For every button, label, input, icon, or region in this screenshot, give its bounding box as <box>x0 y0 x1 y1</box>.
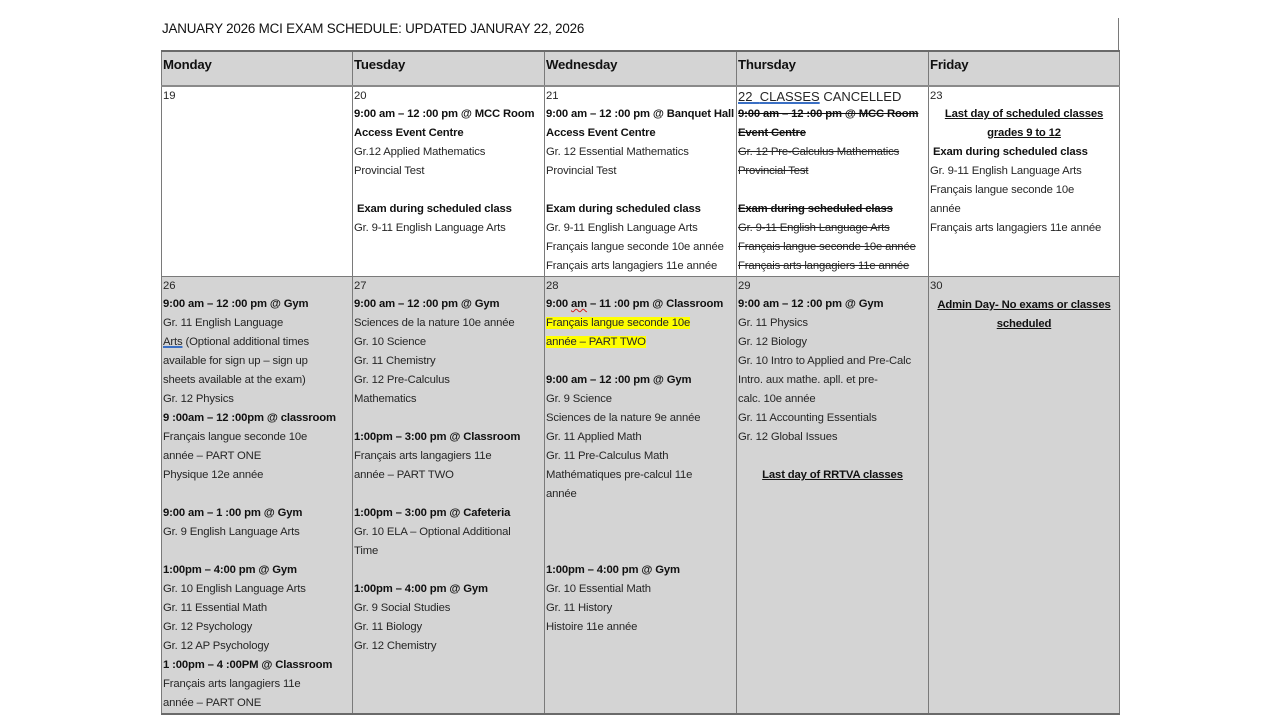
exam-subject: Gr. 9-11 English Language Arts <box>930 165 1082 177</box>
day-status <box>738 87 927 105</box>
header-friday: Friday <box>929 51 1120 86</box>
exam-subject: Français langue seconde 10e <box>163 431 308 443</box>
exam-subject: Gr. 12 Psychology <box>163 621 253 633</box>
exam-subject: année <box>546 488 577 500</box>
exam-subject: année <box>930 203 961 215</box>
exam-note: available for sign up – sign up <box>163 355 308 367</box>
title-row <box>161 18 1119 50</box>
exam-time: 1:00pm – 4:00 pm @ Gym <box>163 564 297 576</box>
exam-subject-highlighted: année – PART TWO <box>546 336 646 348</box>
header-thursday: Thursday <box>737 51 929 86</box>
exam-location: Access Event Centre <box>354 127 464 139</box>
exam-schedule-page <box>161 18 1119 709</box>
exam-subject: Gr. 11 Pre-Calculus Math <box>546 450 669 462</box>
exam-subject: Sciences de la nature 10e année <box>354 317 515 329</box>
exam-subject: Gr. 10 Intro to Applied and Pre-Calc <box>738 355 911 367</box>
day-cell-21 <box>545 86 737 277</box>
day-cell-19 <box>162 86 353 277</box>
exam-subject: Physique 12e année <box>163 469 264 481</box>
exam-time-cancelled: 9:00 am – 12 :00 pm @ MCC Room <box>738 108 919 120</box>
header-wednesday: Wednesday <box>545 51 737 86</box>
day-cell-22 <box>737 86 929 277</box>
exam-subject: Sciences de la nature 9e année <box>546 412 701 424</box>
document-title: JANUARY 2026 MCI EXAM SCHEDULE: UPDATED JANURAY 22, 2026 <box>162 21 585 36</box>
exam-subject-highlighted: Français langue seconde 10e <box>546 317 691 329</box>
day-number: 22 <box>738 89 753 104</box>
exam-subject: Mathématiques pre-calcul 11e <box>546 469 693 481</box>
exam-subject: Gr. 9 English Language Arts <box>163 526 300 538</box>
notice-text: Last day of RRTVA classes <box>762 469 903 481</box>
day-number: 23 <box>930 90 943 102</box>
header-monday: Monday <box>162 51 353 86</box>
exam-time: 9:00 am – 12 :00 pm @ MCC Room <box>354 108 535 120</box>
exam-note: sheets available at the exam) <box>163 374 306 386</box>
week-row-1 <box>162 86 1120 277</box>
exam-time: 9:00 am – 12 :00 pm @ Gym <box>354 298 500 310</box>
exam-subject: année – PART ONE <box>163 697 262 709</box>
exam-subject: Gr.12 Applied Mathematics <box>354 146 486 158</box>
exam-time: 9 :00am – 12 :00pm @ classroom <box>163 412 336 424</box>
exam-subject: Gr. 11 Essential Math <box>163 602 268 614</box>
exam-subject: Gr. 11 English Language <box>163 317 284 329</box>
notice-text: Last day of scheduled classes <box>944 108 1104 120</box>
day-number: 29 <box>738 280 751 292</box>
day-cell-29 <box>737 277 929 715</box>
exam-subject: Time <box>354 545 379 557</box>
day-cell-28 <box>545 277 737 715</box>
exam-subject: Gr. 12 Global Issues <box>738 431 838 443</box>
exam-subject: Gr. 10 ELA – Optional Additional <box>354 526 511 538</box>
exam-subject-cancelled: Gr. 9-11 English Language Arts <box>738 222 890 234</box>
exam-subject: Provincial Test <box>354 165 425 177</box>
exam-subject: Gr. 11 Applied Math <box>546 431 642 443</box>
exam-subject: Mathematics <box>354 393 417 405</box>
exam-subject-cancelled: Gr. 12 Pre-Calculus Mathematics <box>738 146 900 158</box>
day-cell-20 <box>353 86 545 277</box>
exam-subject: Gr. 10 Science <box>354 336 426 348</box>
exam-subject: Gr. 9 Social Studies <box>354 602 451 614</box>
exam-time: 9:00 am – 11 :00 pm @ Classroom <box>546 298 724 310</box>
notice-text: Admin Day- No exams or classes <box>937 299 1111 311</box>
exam-heading: Exam during scheduled class <box>357 203 512 215</box>
exam-subject: Français langue seconde 10e année <box>546 241 724 253</box>
exam-subject: Français arts langagiers 11e <box>163 678 301 690</box>
exam-subject: Français arts langagiers 11e <box>354 450 492 462</box>
exam-subject: Gr. 12 Pre-Calculus <box>354 374 450 386</box>
day-cell-27 <box>353 277 545 715</box>
notice-text: scheduled <box>996 318 1052 330</box>
exam-subject: Gr. 12 AP Psychology <box>163 640 270 652</box>
header-row <box>162 51 1120 86</box>
exam-time: 1 :00pm – 4 :00PM @ Classroom <box>163 659 333 671</box>
cancelled-label-part2: CANCELLED <box>823 89 902 104</box>
day-number: 19 <box>163 90 176 102</box>
exam-subject: calc. 10e année <box>738 393 816 405</box>
exam-subject-note: Arts (Optional additional times <box>163 336 310 348</box>
exam-location-cancelled: Event Centre <box>738 127 806 139</box>
exam-subject: Gr. 11 Physics <box>738 317 808 329</box>
exam-subject: Gr. 12 Chemistry <box>354 640 437 652</box>
exam-time: 1:00pm – 4:00 pm @ Gym <box>546 564 680 576</box>
day-number: 27 <box>354 280 367 292</box>
exam-subject-cancelled: Provincial Test <box>738 165 809 177</box>
exam-subject: Gr. 9-11 English Language Arts <box>546 222 698 234</box>
header-tuesday: Tuesday <box>353 51 545 86</box>
day-number: 26 <box>163 280 176 292</box>
exam-subject: Gr. 11 Biology <box>354 621 423 633</box>
exam-subject: Français arts langagiers 11e année <box>930 222 1102 234</box>
exam-subject: Gr. 12 Essential Mathematics <box>546 146 689 158</box>
exam-subject: année – PART ONE <box>163 450 262 462</box>
exam-subject: Gr. 12 Biology <box>738 336 807 348</box>
day-number: 28 <box>546 280 559 292</box>
exam-subject: Intro. aux mathe. apll. et pre- <box>738 374 878 386</box>
exam-subject: Provincial Test <box>546 165 617 177</box>
cancelled-label-part1: CLASSES <box>759 89 820 104</box>
notice-text: grades 9 to 12 <box>987 127 1061 139</box>
exam-heading-cancelled: Exam during scheduled class <box>738 203 893 215</box>
exam-subject-cancelled: Français arts langagiers 11e année <box>738 260 910 272</box>
exam-time: 9:00 am – 12 :00 pm @ Gym <box>546 374 692 386</box>
exam-time: 9:00 am – 12 :00 pm @ Gym <box>163 298 309 310</box>
exam-subject: Gr. 11 Accounting Essentials <box>738 412 877 424</box>
exam-subject: Gr. 10 English Language Arts <box>163 583 306 595</box>
exam-time: 1:00pm – 3:00 pm @ Classroom <box>354 431 521 443</box>
exam-time: 1:00pm – 3:00 pm @ Cafeteria <box>354 507 511 519</box>
exam-heading: Exam during scheduled class <box>546 203 701 215</box>
exam-subject: Français arts langagiers 11e année <box>546 260 718 272</box>
day-cell-30 <box>929 277 1120 715</box>
schedule-table <box>161 50 1120 715</box>
exam-subject: Gr. 9 Science <box>546 393 612 405</box>
day-cell-26 <box>162 277 353 715</box>
week-row-2 <box>162 277 1120 715</box>
exam-time: 1:00pm – 4:00 pm @ Gym <box>354 583 488 595</box>
day-cell-23 <box>929 86 1120 277</box>
day-number: 20 <box>354 90 367 102</box>
exam-time: 9:00 am – 12 :00 pm @ Banquet Hall <box>546 108 734 120</box>
exam-time: 9:00 am – 12 :00 pm @ Gym <box>738 298 884 310</box>
exam-subject: année – PART TWO <box>354 469 454 481</box>
day-number: 30 <box>930 280 943 292</box>
exam-heading: Exam during scheduled class <box>933 146 1088 158</box>
exam-subject: Gr. 12 Physics <box>163 393 234 405</box>
exam-subject: Gr. 11 History <box>546 602 613 614</box>
exam-time: 9:00 am – 1 :00 pm @ Gym <box>163 507 303 519</box>
exam-subject-cancelled: Français langue seconde 10e année <box>738 241 916 253</box>
exam-subject: Gr. 9-11 English Language Arts <box>354 222 506 234</box>
exam-subject: Français langue seconde 10e <box>930 184 1075 196</box>
day-number: 21 <box>546 90 559 102</box>
exam-location: Access Event Centre <box>546 127 656 139</box>
exam-subject: Gr. 10 Essential Math <box>546 583 651 595</box>
exam-subject: Histoire 11e année <box>546 621 638 633</box>
exam-subject: Gr. 11 Chemistry <box>354 355 436 367</box>
